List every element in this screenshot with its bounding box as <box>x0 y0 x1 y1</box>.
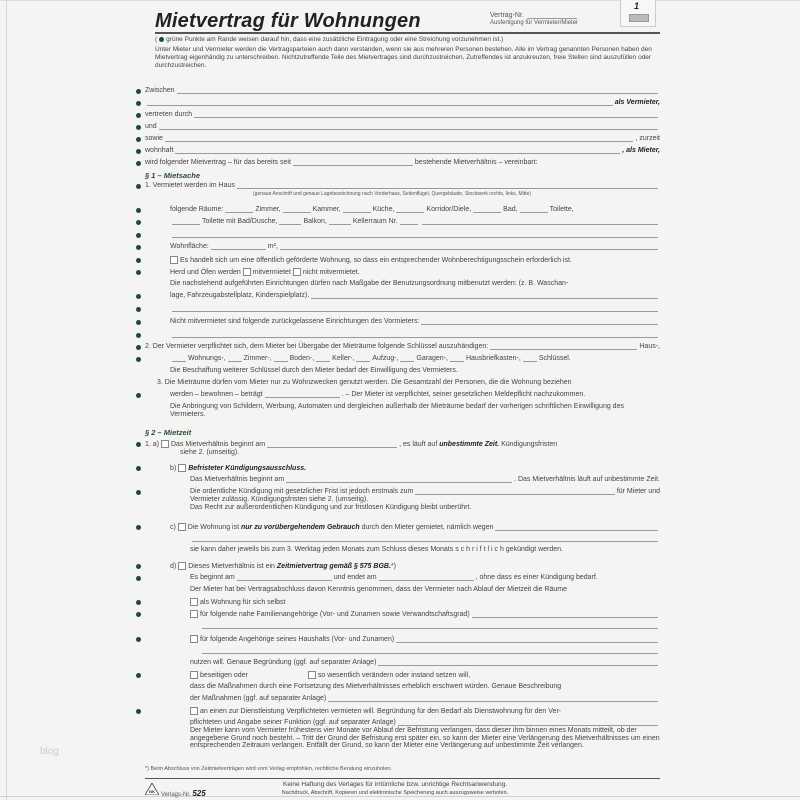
top-border <box>0 0 800 1</box>
row-keys-2 <box>170 355 660 362</box>
label: sie kann daher jeweils bis zum 3. Werktag jeden Monats zum Schluss dieses Monats s c h r i f t l i c h gekündigt werden. <box>190 546 563 553</box>
label: Vermieter zulässig. Kündigungsfristen siehe 2. (umseitig). <box>190 496 369 503</box>
green-dot-icon <box>136 89 141 94</box>
green-dot-icon <box>136 149 141 154</box>
liability-text: Keine Haftung des Verlages für irrtümliche bzw. unrichtige Rechtsanwendung. <box>282 781 507 788</box>
b-first-termination-field[interactable] <box>415 488 614 495</box>
green-dot-icon <box>136 307 141 312</box>
shared-field[interactable] <box>311 292 658 299</box>
family-field-2[interactable] <box>202 622 658 629</box>
label: Aufzug-, <box>372 355 399 362</box>
key-count-field[interactable] <box>228 355 242 362</box>
label: Der Mieter hat bei Vertragsabschluss davon Kenntnis genommen, dass der Vermieter nach Ablauf der Mietzeit die Räume <box>190 586 568 593</box>
heading: § 2 – Mietzeit <box>145 428 192 437</box>
green-dot-icon <box>136 709 141 714</box>
label: , zurzeit <box>635 135 660 142</box>
row-subsidized <box>170 256 660 264</box>
label: Zimmer-, <box>243 355 272 362</box>
shared-field-2[interactable] <box>172 305 658 312</box>
chamber-count-field[interactable] <box>283 206 311 213</box>
start-date-field[interactable] <box>267 441 397 448</box>
green-dot-icon <box>136 393 141 398</box>
row-landlord <box>145 99 660 106</box>
row-2c-3 <box>190 546 660 553</box>
row-2a <box>145 440 660 448</box>
toilet-count-field[interactable] <box>520 206 548 213</box>
label: nur zu vorübergehendem Gebrauch <box>240 524 360 531</box>
label: , es läuft auf <box>399 441 438 448</box>
green-dot-icon <box>136 600 141 605</box>
label: Die nachstehend aufgeführten Einrichtungen dürfen nach Maßgabe der Benutzungsordnung mitbenutzt werden: (z. B. Waschan- <box>170 280 569 287</box>
label: , als Mieter, <box>622 147 660 154</box>
key-count-field[interactable] <box>400 355 414 362</box>
label: Boden-, <box>289 355 315 362</box>
row-and <box>145 123 660 130</box>
label: Befristeter Kündigungsausschluss. <box>188 465 307 472</box>
landlord-field-2[interactable] <box>147 99 613 106</box>
cellar-number-field[interactable] <box>400 218 418 225</box>
label: Das Mietverhältnis beginnt am <box>190 476 285 483</box>
temporary-use-checkbox[interactable] <box>178 523 186 531</box>
row-rooms-2 <box>170 218 660 225</box>
address-field[interactable] <box>175 147 620 154</box>
green-dot-icon <box>136 245 141 250</box>
footer-disclaimer <box>245 781 545 797</box>
label: wird folgender Mietvertrag – für das bereits seit <box>145 159 291 166</box>
balcony-count-field[interactable] <box>279 218 301 225</box>
label: dass die Maßnahmen durch eine Fortsetzung des Mietverhältnisses erheblich erschwert würden. Genaue Beschreibung <box>190 683 562 690</box>
row-keys-3 <box>170 367 660 374</box>
row-use-2 <box>170 391 660 398</box>
key-count-field[interactable] <box>523 355 537 362</box>
copyright-text: Nachdruck, Abschrift, Kopieren und elektronische Speicherung auch auszugsweise verboten. <box>281 790 509 796</box>
label: Nicht mitvermietet sind folgende zurückgelassene Einrichtungen des Vormieters: <box>170 318 420 325</box>
contract-number-field[interactable] <box>527 18 577 19</box>
label: Kammer, <box>312 206 341 213</box>
contract-number-label: Vertrag-Nr. <box>490 12 524 19</box>
fixed-term-checkbox[interactable] <box>178 562 186 570</box>
row-rooms <box>170 206 660 213</box>
house-field[interactable] <box>237 182 658 189</box>
green-dot-icon <box>136 270 141 275</box>
row-not-rented-2 <box>170 331 660 338</box>
label: 2. Der Vermieter verpflichtet sich, dem Mieter bei Übergabe der Mieträume folgende Schlüssel auszuhändigen: <box>145 343 489 350</box>
row-house-hint <box>253 191 653 197</box>
corridor-count-field[interactable] <box>396 206 424 213</box>
measures-field[interactable] <box>328 695 658 702</box>
label: sowie <box>145 135 163 142</box>
not-rented-field-2[interactable] <box>172 331 658 338</box>
since-field[interactable] <box>293 159 413 166</box>
extension-paragraph: Der Mieter kann vom Vermieter frühestens vier Monate vor Ablauf der Befristung verlangen, dass dieser ihm binnen eines Monats mitteilt, ob der angegebene Grund noch besteht. – Tritt der Grund der Befristung erst später ein, so kann der Mieter eine Verlängerung des Mietverhältnisses um einen entsprechenden Zeitraum verlangen. Entfällt der Grund, so kann der Mieter eine Verlängerung auf unbestimmte Zeit verlangen. <box>190 727 660 749</box>
label: 1. a) <box>145 441 160 448</box>
tenant2-field[interactable] <box>165 135 634 142</box>
key-count-field[interactable] <box>172 355 186 362</box>
label: siehe 2. (umseitig). <box>180 449 240 456</box>
green-dot-icon <box>136 637 141 642</box>
label: Zimmer, <box>255 206 281 213</box>
row-between <box>145 87 660 94</box>
reason-field[interactable] <box>378 659 658 666</box>
green-dot-icon <box>136 294 141 299</box>
label: lage, Fahrzeugabstellplatz, Kinderspielplatz). <box>170 292 310 299</box>
label: Korridor/Diele, <box>426 206 472 213</box>
label: Schlüssel. <box>538 355 571 362</box>
label: Wohnungs-, <box>188 355 226 362</box>
label: Haus-, <box>639 343 660 350</box>
label: m², <box>267 243 278 250</box>
d-end-date-field[interactable] <box>379 574 474 581</box>
label: Toilette, <box>549 206 574 213</box>
row-resident <box>145 147 660 154</box>
row-2b-3 <box>190 496 660 503</box>
left-border <box>6 0 7 800</box>
green-dot-icon <box>136 161 141 166</box>
heading: § 1 – Mietsache <box>145 171 201 180</box>
kitchen-count-field[interactable] <box>343 206 371 213</box>
bath-count-field[interactable] <box>473 206 501 213</box>
service-field[interactable] <box>398 719 658 726</box>
label: mitvermietet <box>252 269 291 276</box>
footnote: *) Beim Abschluss von Zeitmietverträgen wird vom Verlag empfohlen, rechtliche Beratung einzuholen. <box>145 766 393 772</box>
label: Toilette mit Bad/Dusche, <box>202 218 278 225</box>
key-count-field[interactable] <box>316 355 330 362</box>
green-dot-icon <box>159 37 164 42</box>
label: 3. Die Mieträume dürfen vom Mieter nur zu Wohnzwecken genutzt werden. Die Gesamtzahl der Personen, die die Wohnung beziehen <box>157 379 572 386</box>
label: und endet am <box>333 574 377 581</box>
label: nicht mitvermietet. <box>302 269 360 276</box>
label: d) <box>170 563 177 570</box>
row-2d-opt3-2 <box>200 647 660 654</box>
green-dot-icon <box>136 357 141 362</box>
green-dot-icon <box>136 320 141 325</box>
label: Kellerraum Nr. <box>352 218 398 225</box>
remove-checkbox[interactable] <box>190 671 198 679</box>
label: Die ordentliche Kündigung mit gesetzlicher Frist ist jedoch erstmals zum <box>190 488 414 495</box>
row-2d-dates <box>190 574 660 581</box>
label: Das Mietverhältnis beginnt am <box>170 441 266 448</box>
key-count-field[interactable] <box>356 355 370 362</box>
row-2d-opt1 <box>190 598 660 606</box>
label: c) <box>170 524 176 531</box>
green-dot-icon <box>136 220 141 225</box>
label: Dieses Mietverhältnis ist ein <box>188 563 275 570</box>
label: Zwischen <box>145 87 175 94</box>
green-dot-icon <box>136 345 141 350</box>
row-2a-2 <box>180 449 660 456</box>
watermark: blog <box>40 746 59 757</box>
page-badge <box>620 0 656 27</box>
green-dot-icon <box>136 101 141 106</box>
row-2d-opt2 <box>190 610 660 618</box>
label: Herd und Öfen werden <box>170 269 241 276</box>
label: für Mieter und <box>616 488 660 495</box>
label: . Das Mietverhältnis läuft auf unbestimmte Zeit. <box>514 476 660 483</box>
section-1-heading <box>145 171 660 180</box>
label: Keller-, <box>332 355 355 362</box>
svg-text:NK: NK <box>149 789 155 794</box>
label: der Maßnahmen (ggf. auf separater Anlage) <box>190 695 327 702</box>
label: wohnhaft <box>145 147 174 154</box>
row-2d-remove <box>190 671 660 679</box>
row-2d-measures-2 <box>190 695 660 702</box>
label: werden – bewohnen – beträgt <box>170 391 263 398</box>
row-stove <box>170 268 660 276</box>
b-start-date-field[interactable] <box>286 476 512 483</box>
document-title: Mietvertrag für Wohnungen <box>155 10 421 32</box>
section-2-heading <box>145 428 660 437</box>
green-dot-icon <box>136 612 141 617</box>
household-field-2[interactable] <box>202 647 658 654</box>
row-2d-service <box>190 707 660 715</box>
household-checkbox[interactable] <box>190 635 198 643</box>
row-shared-3 <box>170 305 660 312</box>
label: als Wohnung für sich selbst <box>200 599 286 606</box>
row-represented <box>145 111 660 118</box>
d-start-date-field[interactable] <box>237 574 332 581</box>
row-2b-1 <box>190 476 660 483</box>
label: als Vermieter, <box>614 99 660 106</box>
row-2d-service-2 <box>190 719 660 726</box>
row-2b-2 <box>190 488 660 495</box>
label: bestehende Mietverhältnis – vereinbart: <box>414 159 538 166</box>
unlimited-checkbox[interactable] <box>161 440 169 448</box>
stove-rented-checkbox[interactable] <box>243 268 251 276</box>
temporary-reason-field-2[interactable] <box>192 535 658 542</box>
bath-toilet-count-field[interactable] <box>172 218 200 225</box>
row-shared-2 <box>170 292 660 299</box>
change-checkbox[interactable] <box>308 671 316 679</box>
label: Es beginnt am <box>190 574 235 581</box>
footer-divider <box>145 778 660 779</box>
temporary-reason-field[interactable] <box>495 524 658 531</box>
green-dot-icon <box>136 525 141 530</box>
label: so wesentlich verändern oder instand setzen will, <box>317 672 471 679</box>
tenant-field[interactable] <box>159 123 658 130</box>
green-dot-icon <box>136 466 141 471</box>
row-use-1 <box>157 379 660 386</box>
label: Hausbriefkasten-, <box>465 355 521 362</box>
row-2d-opt3 <box>190 635 660 643</box>
green-dot-icon <box>136 442 141 447</box>
hint: (genaue Anschrift und genaue Lagebezeichnung nach Vorderhaus, Seitenflügel, Quergebäude, Stockwerk rechts, links, Mitte) <box>253 191 531 197</box>
green-dot-icon <box>136 333 141 338</box>
row-not-rented <box>170 318 660 325</box>
label: 1. Vermietet werden im Haus <box>145 182 235 189</box>
green-dot-icon <box>136 184 141 189</box>
label: Balkon, <box>303 218 327 225</box>
label: Küche, <box>372 206 395 213</box>
label: nutzen will. Genaue Begründung (ggf. auf separater Anlage) <box>190 659 377 666</box>
label: durch den Mieter gemietet, nämlich wegen <box>361 524 494 531</box>
subsidized-checkbox[interactable] <box>170 256 178 264</box>
not-rented-field[interactable] <box>421 318 658 325</box>
label: an einen zur Dienstleistung Verpflichteten vermieten will. Begründung für den Bedarf als Dienstwohnung für den Ver- <box>200 708 562 715</box>
green-dot-icon <box>136 258 141 263</box>
row-rooms-3 <box>170 231 660 238</box>
row-2c <box>170 523 660 531</box>
label: Garagen-, <box>416 355 448 362</box>
green-dot-icon <box>136 125 141 130</box>
label: Die Beschaffung weiterer Schlüssel durch den Mieter bedarf der Einwilligung des Vermieters. <box>170 367 458 374</box>
rooms-extra-field-2[interactable] <box>172 231 658 238</box>
label: folgende Räume: <box>170 206 224 213</box>
row-2b-4 <box>190 504 660 511</box>
row-house <box>145 182 660 189</box>
key-count-field[interactable] <box>450 355 464 362</box>
row-2c-2 <box>190 535 660 542</box>
family-checkbox[interactable] <box>190 610 198 618</box>
hint-text: grüne Punkte am Rande weisen darauf hin, dass eine zusätzliche Eintragung oder eine Streichung vorzunehmen ist. <box>166 36 502 43</box>
label: Verlags-Nr. <box>161 792 191 798</box>
label: Kündigungsfristen <box>501 441 558 448</box>
publisher-number <box>161 789 206 798</box>
green-dot-icon <box>136 137 141 142</box>
rooms-extra-field[interactable] <box>422 218 658 225</box>
signs-paragraph: Die Anbringung von Schildern, Werbung, Automaten und dergleichen außerhalb der Mieträume bedarf der vorherigen schriftlichen Einwilligung des Vermieters. <box>170 403 624 418</box>
row-agreement <box>145 159 660 166</box>
label: für folgende nahe Familienangehörige (Vor- und Zunamen sowie Verwandtschaftsgrad) <box>200 611 470 618</box>
row-sowie <box>145 135 660 142</box>
label: Zeitmietvertrag gemäß § 575 BGB. <box>276 563 391 570</box>
green-dot-icon <box>136 113 141 118</box>
label: Das Recht zur außerordentlichen Kündigung und zur fristlosen Kündigung bleibt unberührt. <box>190 504 472 511</box>
label: *) <box>390 563 396 570</box>
green-dot-icon <box>136 673 141 678</box>
green-dot-icon <box>136 233 141 238</box>
label: beseitigen oder <box>200 672 248 679</box>
area-extra-field[interactable] <box>280 243 658 250</box>
hint: ( grüne Punkte am Rande weisen darauf hin, dass eine zusätzliche Eintragung oder eine Streichung vorzunehmen ist.) <box>155 36 504 43</box>
green-dot-icon <box>136 576 141 581</box>
area-field[interactable] <box>211 243 266 250</box>
row-2d-reason <box>190 659 660 666</box>
green-dot-icon <box>136 490 141 495</box>
row-2b <box>170 464 660 472</box>
label: . – Der Mieter ist verpflichtet, seiner gesetzlichen Meldepflicht nachzukommen. <box>341 391 586 398</box>
persons-field[interactable] <box>265 391 340 398</box>
family-field[interactable] <box>472 611 658 618</box>
row-shared-1 <box>170 280 660 287</box>
household-field[interactable] <box>396 636 658 643</box>
key-count-field[interactable] <box>274 355 288 362</box>
publisher-logo-icon <box>145 783 159 795</box>
row-2d-measures <box>190 683 660 690</box>
value: 525 <box>192 789 206 798</box>
contract-number <box>490 12 578 26</box>
stove-not-rented-checkbox[interactable] <box>293 268 301 276</box>
fixed-exclusion-checkbox[interactable] <box>178 464 186 472</box>
row-2d-know <box>190 586 660 593</box>
label: b) <box>170 465 177 472</box>
copy-label: Ausfertigung für Vermieter/Mieter <box>490 20 579 26</box>
rooms-count-field[interactable] <box>225 206 253 213</box>
green-dot-icon <box>136 208 141 213</box>
intro-text: Unter Mieter und Vermieter werden die Vertragsparteien auch dann verstanden, wenn sie aus mehreren Personen bestehen. Alle im Vertrag genannten Personen haben den Mietvertrag eigenhändig zu unterschreiben. Nichtzutreffende Teile des Mietvertrages sind durchzustreichen, Zutreffendes ist anzukreuzen, freie Stellen sind auszufüllen oder durchzustreichen. <box>155 46 652 69</box>
intro <box>155 36 660 70</box>
label: Es handelt sich um eine öffentlich geförderte Wohnung, so dass ein entsprechender Wohnberechtigungsschein erforderlich ist. <box>180 257 572 264</box>
label: und <box>145 123 157 130</box>
landlord-field[interactable] <box>177 87 658 94</box>
label: für folgende Angehörige seines Haushalts (Vor- und Zunamen) <box>200 636 395 643</box>
title-divider <box>155 32 660 34</box>
label: vertreten durch <box>145 111 193 118</box>
label: unbestimmte Zeit. <box>439 441 500 448</box>
label: Die Wohnung ist <box>187 524 240 531</box>
row-2d-opt2-2 <box>200 622 660 629</box>
page-number: 1 <box>634 1 640 11</box>
row-keys-1 <box>145 343 660 350</box>
green-dot-icon <box>136 564 141 569</box>
pad-icon <box>629 14 649 22</box>
service-checkbox[interactable] <box>190 707 198 715</box>
house-keys-field[interactable] <box>490 343 637 350</box>
cellar-count-field[interactable] <box>329 218 351 225</box>
self-use-checkbox[interactable] <box>190 598 198 606</box>
represented-field[interactable] <box>194 111 658 118</box>
label: , ohne dass es einer Kündigung bedarf. <box>475 574 598 581</box>
row-area <box>170 243 660 250</box>
label: Bad, <box>503 206 518 213</box>
label: Wohnfläche: <box>170 243 209 250</box>
row-2d <box>170 562 660 570</box>
label: pflichteten und Angabe seiner Funktion (ggf. auf separater Anlage) <box>190 719 396 726</box>
